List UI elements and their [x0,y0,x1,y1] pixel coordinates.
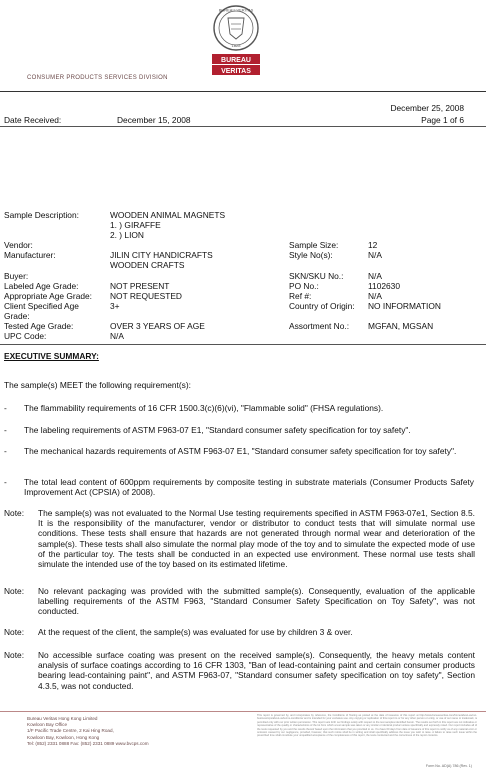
labeled-age-value: NOT PRESENT [110,281,170,291]
sample-size-label: Sample Size: [289,240,339,250]
bureau-veritas-logo [201,4,271,76]
sample-item-2: 2. ) LION [110,230,144,240]
manufacturer-value-1: JILIN CITY HANDICRAFTS [110,250,213,260]
po-value: 1102630 [368,281,400,291]
buyer-label: Buyer: [4,271,29,281]
footer-address [27,716,149,747]
footer-divider [0,711,486,712]
vendor-label: Vendor: [4,240,33,250]
logo-box-top: BUREAU [221,56,251,64]
appropriate-age-value: NOT REQUESTED [110,291,182,301]
footer-city: Kowloon Bay, Kowloon, Hong Kong [27,734,100,740]
footer-contact: Tel: (852) 2331 0888 Fax: (852) 2331 0889 www.bvcps.com [27,740,149,746]
note-label: Note: [4,508,25,518]
note-label: Note: [4,627,25,637]
sample-description-label: Sample Description: [4,210,79,220]
date-received-value: December 15, 2008 [117,115,191,125]
sku-value: N/A [368,271,382,281]
origin-label: Country of Origin: [289,301,355,311]
client-age-label-1: Client Specified Age [4,301,79,311]
dates-divider [0,126,486,127]
footer-street: 1/F Pacific Trade Centre, 2 Kai Hing Road, [27,728,114,734]
tested-age-label: Tested Age Grade: [4,321,74,331]
labeled-age-label: Labeled Age Grade: [4,281,79,291]
summary-divider [0,344,486,345]
origin-value: NO INFORMATION [368,301,441,311]
sku-label: SKN/SKU No.: [289,271,344,281]
appropriate-age-label: Appropriate Age Grade: [4,291,92,301]
note-label: Note: [4,586,25,596]
ref-label: Ref #: [289,291,312,301]
requirement-text: The mechanical hazards requirements of ASTM F963-07 E1, "Standard consumer safety specification for toy safety". [24,446,457,456]
note-text: At the request of the client, the sample(s) was evaluated for use by children 3 & over. [38,627,353,637]
po-label: PO No.: [289,281,319,291]
sample-size-value: 12 [368,240,378,250]
sample-description-value: WOODEN ANIMAL MAGNETS [110,210,226,220]
report-date: December 25, 2008 [390,103,464,113]
logo-ring-text: BUREAU VERITAS [218,7,254,13]
division-title: CONSUMER PRODUCTS SERVICES DIVISION [27,75,168,81]
requirement-text: The total lead content of 600ppm requirements by composite testing in substrate materials (Consumer Products Safety Improvement Act (CPSIA) of 2008). [24,477,474,498]
client-age-label-2: Grade: [4,311,30,321]
footer-legal-text: This report is governed by, and incorporates by reference, the Conditions of Testing as posted at the date of issuance of this report at http://www.bureauveritas.com/home/about-us/our-business/cps/about-us/terms-conditions/ and is intended for your exclusive use. Any copying or replication of this report to or for any other person or entity, or use of our name or trademark, is permitted only with our prior written permission. This report sets forth our findings solely with respect to the test samples identified herein. The results set forth in this report are not indicative or representative of the quality or characteristics of the lot from which a test sample was taken or any similar or identical product unless specifically and expressly noted. Our report includes all of the tests requested by you and the results thereof based upon the information that you provided to us. You have 60 days from date of issuance of this report to notify us of any material error or omission caused by our negligence, provided, however, that such notice shall be in writing and shall specifically address the issue you wish to raise. A failure to raise such issue within the prescribed time shall constitute your unqualified acceptance of the completeness of this report, the tests conducted and the correctness of the report contents. [257,714,477,738]
executive-summary-heading: EXECUTIVE SUMMARY: [4,351,99,361]
upc-value: N/A [110,331,124,341]
manufacturer-label: Manufacturer: [4,250,56,260]
upc-label: UPC Code: [4,331,47,341]
manufacturer-value-2: WOODEN CRAFTS [110,260,185,270]
logo-box-bottom: VERITAS [221,67,251,75]
footer-office: Kowloon Bay Office [27,722,68,728]
assortment-value: MGFAN, MGSAN [368,321,434,331]
note-text: No accessible surface coating was present on the received sample(s). Consequently, the heavy metals content analysis of surface coatings according to 16 CFR 1303, "Ban of lead-containing paint and certain consumer products bearing lead-containing paint", and ASTM F963-07, "Standard consumer safety specification on toy safety", Section 4.3.5, was not conducted. [38,650,475,691]
sample-item-1: 1. ) GIRAFFE [110,220,161,230]
logo-year: 1828 [231,43,241,48]
assortment-label: Assortment No.: [289,321,350,331]
requirement-text: The flammability requirements of 16 CFR 1500.3(c)(6)(vi), "Flammable solid" (FHSA regulations). [24,403,384,413]
note-text: No relevant packaging was provided with the submitted sample(s). Consequently, evaluation of the applicable labelling requirements of the ASTM F963, "Standard Consumer Safety Specification on Toy Safety", was not conducted. [38,586,475,617]
client-age-value: 3+ [110,301,120,311]
form-number: Form No. AD(A) 786 (Rev. 1) [425,764,472,768]
date-received-label: Date Received: [4,115,62,125]
requirement-text: The labeling requirements of ASTM F963-07 E1, "Standard consumer safety specification for toy safety". [24,425,411,435]
style-value: N/A [368,250,382,260]
footer-company: Bureau Veritas Hong Kong Limited [27,716,98,721]
summary-intro: The sample(s) MEET the following requirement(s): [4,380,191,390]
tested-age-value: OVER 3 YEARS OF AGE [110,321,205,331]
header-divider [0,91,486,92]
page-number: Page 1 of 6 [421,115,464,125]
note-label: Note: [4,650,25,660]
style-label: Style No(s): [289,250,333,260]
note-text: The sample(s) was not evaluated to the Normal Use testing requirements specified in ASTM F963-07e1, Section 8.5. It is the responsibility of the manufacturer, vendor or distributor to conduct tests that will simulate normal use conditions. These tests shall ensure that hazards are not generated through normal wear and deterioration of the sample(s). These tests shall also simulate the normal play mode of the toy and to simulate the expected mode of use of the particular toy. The tests shall be conducted in an expected use environment. These normal use tests shall simulate the intended use of the toy based on its estimated lifetime. [38,508,475,570]
ref-value: N/A [368,291,382,301]
